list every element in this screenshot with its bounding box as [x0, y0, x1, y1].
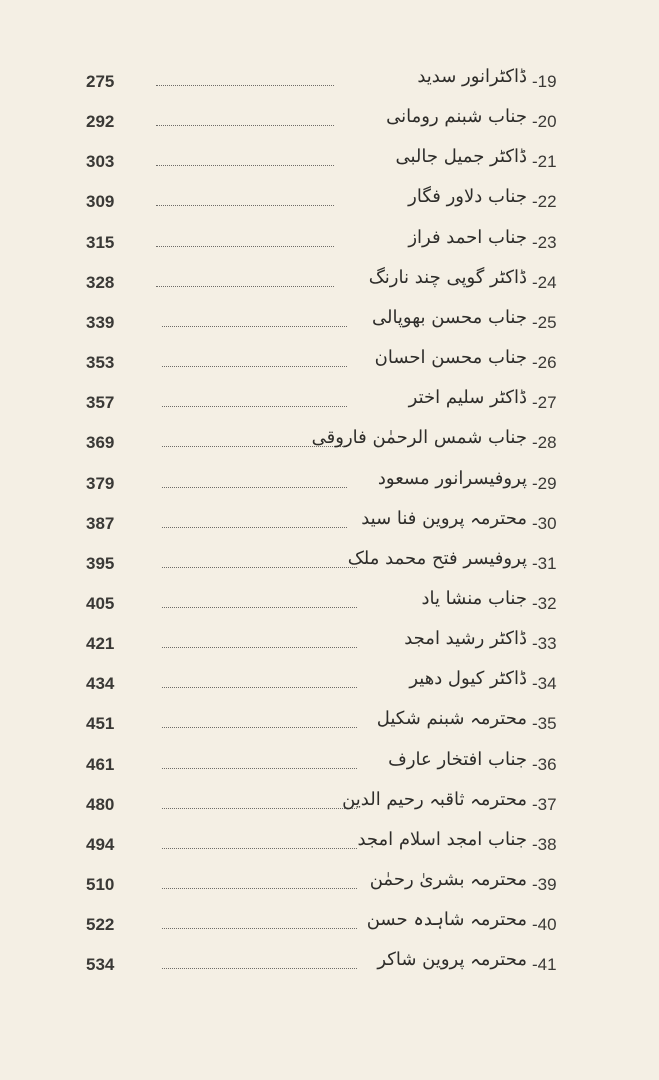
toc-leader-dots	[156, 285, 334, 287]
toc-leader-dots	[162, 325, 347, 327]
toc-entry[interactable]	[0, 347, 659, 387]
toc-leader-dots	[162, 686, 357, 688]
toc-entry-number: -33	[532, 634, 557, 654]
toc-leader-dots	[162, 486, 347, 488]
toc-leader-dots	[162, 807, 357, 809]
toc-leader-dots	[156, 124, 334, 126]
toc-page-number: 369	[86, 433, 115, 453]
toc-leader-dots	[162, 967, 357, 969]
toc-leader-dots	[162, 606, 357, 608]
toc-entry[interactable]	[0, 869, 659, 909]
toc-entry[interactable]	[0, 708, 659, 748]
toc-page-number: 357	[86, 393, 115, 413]
toc-page-number: 292	[86, 112, 115, 132]
toc-entry-number: -40	[532, 915, 557, 935]
toc-entry-number: -30	[532, 513, 557, 533]
toc-entry[interactable]	[0, 66, 659, 106]
toc-page-number: 434	[86, 674, 115, 694]
toc-leader-dots	[162, 646, 357, 648]
toc-entry[interactable]	[0, 949, 659, 989]
toc-entry-title: جناب منشا یاد	[421, 587, 527, 609]
toc-leader-dots	[162, 927, 357, 929]
toc-entry[interactable]	[0, 387, 659, 427]
toc-entry-number: -20	[532, 112, 557, 132]
toc-page-number: 522	[86, 915, 115, 935]
toc-page-number: 451	[86, 714, 115, 734]
toc-entry-title: پروفیسرانور مسعود	[377, 467, 527, 489]
toc-page-number: 480	[86, 794, 115, 814]
toc-entry[interactable]	[0, 829, 659, 869]
toc-leader-dots	[162, 405, 347, 407]
toc-entry-title: ڈاکٹر رشید امجد	[404, 628, 527, 650]
toc-entry-title: ڈاکٹر جمیل جالبی	[395, 146, 527, 168]
toc-entry-number: -22	[532, 192, 557, 212]
toc-entry-number: -31	[532, 553, 557, 573]
toc-entry[interactable]	[0, 267, 659, 307]
toc-page-number: 315	[86, 232, 115, 252]
toc-entry[interactable]	[0, 909, 659, 949]
toc-leader-dots	[162, 726, 357, 728]
toc-entry[interactable]	[0, 508, 659, 548]
toc-entry-number: -41	[532, 955, 557, 975]
toc-entry[interactable]	[0, 588, 659, 628]
toc-leader-dots	[162, 365, 347, 367]
toc-page-number: 461	[86, 754, 115, 774]
toc-page-number: 421	[86, 634, 115, 654]
toc-page-number: 387	[86, 513, 115, 533]
toc-page-number: 405	[86, 593, 115, 613]
toc-entry[interactable]	[0, 628, 659, 668]
toc-page-number: 275	[86, 72, 115, 91]
toc-entry-number: -21	[532, 152, 557, 172]
toc-entry-title: محترمہ بشریٰ رحمٰن	[369, 869, 527, 890]
toc-entry-number: -37	[532, 794, 557, 814]
toc-page-number: 534	[86, 955, 115, 975]
toc-entry[interactable]	[0, 186, 659, 226]
toc-entry-number: -39	[532, 875, 557, 894]
toc-leader-dots	[156, 84, 334, 86]
toc-leader-dots	[162, 887, 357, 889]
toc-entry-title: پروفیسر فتح محمد ملک	[347, 547, 527, 569]
toc-page-number: 303	[86, 152, 115, 172]
toc-entry[interactable]	[0, 307, 659, 347]
toc-entry-title: ڈاکٹر سلیم اختر	[408, 387, 527, 409]
toc-entry-title: جناب شمس الرحمٰن فاروقی	[311, 427, 527, 449]
toc-entry[interactable]	[0, 789, 659, 829]
toc-page-number: 395	[86, 553, 115, 573]
toc-entry-title: محترمہ پروین فنا سید	[361, 507, 527, 529]
toc-entry-title: جناب افتخار عارف	[388, 748, 527, 770]
toc-leader-dots	[156, 164, 334, 166]
toc-page-number: 494	[86, 834, 115, 854]
toc-entry[interactable]	[0, 106, 659, 146]
toc-entry-title: ڈاکٹر گوپی چند نارنگ	[368, 266, 527, 288]
toc-leader-dots	[162, 526, 347, 528]
toc-entry-title: محترمہ شاہدہ حسن	[366, 909, 527, 931]
toc-entry-number: -28	[532, 433, 557, 453]
toc-page-number: 339	[86, 312, 115, 332]
toc-entry-number: -35	[532, 714, 557, 734]
toc-entry[interactable]	[0, 227, 659, 267]
toc-page-number: 353	[86, 353, 115, 373]
toc-entry[interactable]	[0, 668, 659, 708]
toc-page-number: 510	[86, 875, 115, 894]
toc-entry-number: -26	[532, 353, 557, 373]
toc-entry-number: -34	[532, 674, 557, 694]
toc-entry-number: -29	[532, 473, 557, 493]
toc-leader-dots	[156, 245, 334, 247]
toc-entry-title: جناب دلاور فگار	[408, 186, 527, 208]
toc-entry-number: -38	[532, 834, 557, 854]
toc-entry-title: محترمہ پروین شاکر	[377, 949, 527, 971]
toc-entry-number: -25	[532, 312, 557, 332]
toc-entry-title: محترمہ شبنم شکیل	[376, 708, 527, 730]
toc-page-number: 379	[86, 473, 115, 493]
toc-entry-title: جناب امجد اسلام امجد	[357, 828, 527, 850]
toc-leader-dots	[162, 847, 357, 849]
toc-entry-title: جناب محسن بھوپالی	[371, 306, 527, 328]
toc-entry-number: -32	[532, 593, 557, 613]
toc-entry-title: ڈاکٹرانور سدید	[417, 66, 527, 87]
toc-entry[interactable]	[0, 548, 659, 588]
toc-leader-dots	[156, 204, 334, 206]
toc-entry-number: -36	[532, 754, 557, 774]
toc-page-number: 309	[86, 192, 115, 212]
toc-entry-number: -27	[532, 393, 557, 413]
toc-entry-number: -19	[532, 72, 557, 91]
toc-entry-title: محترمہ ثاقبہ رحیم الدین	[342, 788, 527, 810]
toc-entry-title: جناب محسن احسان	[374, 347, 527, 369]
toc-entry-number: -23	[532, 232, 557, 252]
toc-entry[interactable]	[0, 427, 659, 467]
toc-entry[interactable]	[0, 468, 659, 508]
toc-leader-dots	[162, 566, 357, 568]
toc-entry-title: جناب احمد فراز	[408, 226, 527, 248]
toc-leader-dots	[162, 767, 357, 769]
toc-entry-title: ڈاکٹر کیول دھیر	[409, 668, 527, 690]
toc-entry[interactable]	[0, 146, 659, 186]
toc-entry-number: -24	[532, 272, 557, 292]
toc-page-number: 328	[86, 272, 115, 292]
toc-entry[interactable]	[0, 749, 659, 789]
toc-entry-title: جناب شبنم رومانی	[386, 106, 527, 128]
